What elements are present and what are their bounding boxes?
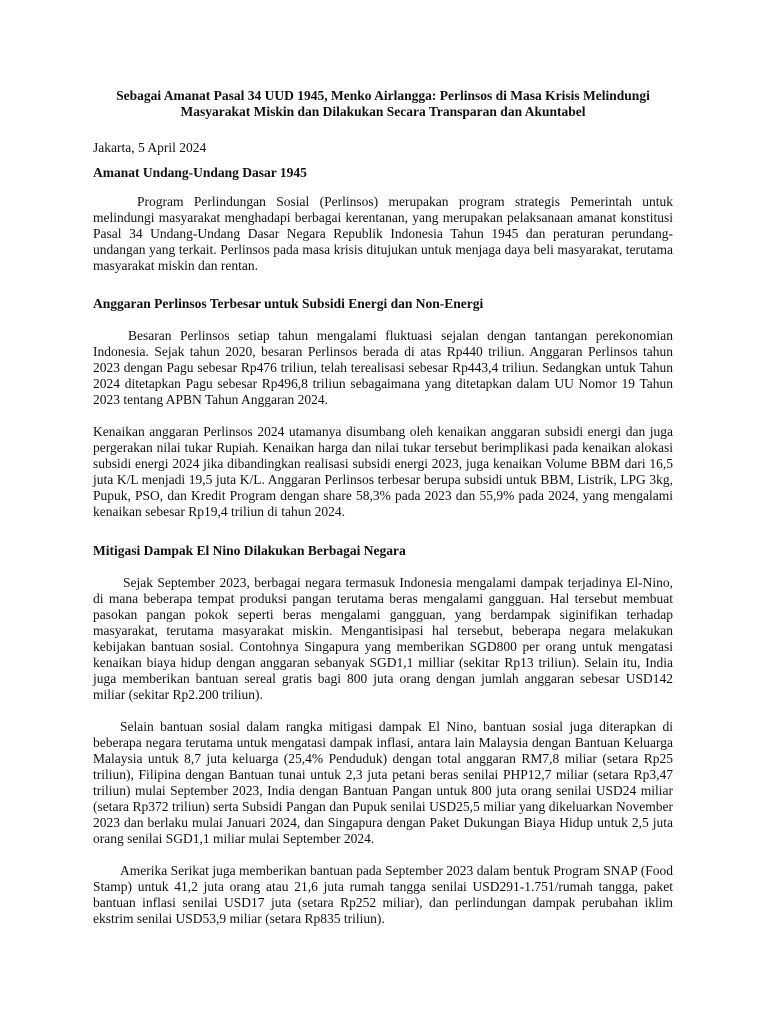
paragraph: Sejak September 2023, berbagai negara termasuk Indonesia mengalami dampak terjadinya El-Nino, di mana beberapa tempat produksi pangan terutama beras mengalami gangguan. Hal tersebut membuat pasokan pangan pokok seperti beras mengalami gangguan, yang berdampak siginifikan terhadap masyarakat, terutama masyarakat miskin. Mengantisipasi hal tersebut, beberapa negara melakukan kebijakan bantuan sosial. Contohnya Singapura yang memberikan SGD800 per orang untuk mengatasi kenaikan biaya hidup dengan anggaran sebanyak SGD1,1 milliar (sekitar Rp13 triliun). Selain itu, India juga memberikan bantuan sereal gratis bagi 800 juta orang dengan jumlah anggaran sebesar USD142 miliar (sekitar Rp2.200 triliun). — [93, 575, 673, 702]
dateline: Jakarta, 5 April 2024 — [93, 140, 207, 155]
document-body — [93, 88, 673, 927]
paragraph: Selain bantuan sosial dalam rangka mitigasi dampak El Nino, bantuan sosial juga diterapkan di beberapa negara terutama untuk mengatasi dampak inflasi, antara lain Malaysia dengan Bantuan Keluarga Malaysia untuk 8,7 juta keluarga (25,4% Penduduk) dengan total anggaran RM7,8 miliar (setara Rp25 triliun), Filipina dengan Bantuan tunai untuk 2,3 juta petani beras senilai PHP12,7 miliar (setara Rp3,47 triliun) mulai September 2023, India dengan Bantuan Pangan untuk 800 juta orang senilai USD24 miliar (setara Rp372 triliun) serta Subsidi Pangan dan Pupuk senilai USD25,5 miliar yang dikeluarkan November 2023 dan berlaku mulai Januari 2024, dan Singapura dengan Paket Dukungan Biaya Hidup untuk 2,5 juta orang senilai SGD1,1 miliar mulai September 2024. — [93, 719, 673, 846]
document-title: Sebagai Amanat Pasal 34 UUD 1945, Menko Airlangga: Perlinsos di Masa Krisis Melindungi Masyarakat Miskin dan Dilakukan Secara Transparan dan Akuntabel — [116, 88, 650, 119]
section-heading-amanat-uud: Amanat Undang-Undang Dasar 1945 — [93, 165, 307, 180]
paragraph: Kenaikan anggaran Perlinsos 2024 utamanya disumbang oleh kenaikan anggaran subsidi energi dan juga pergerakan nilai tukar Rupiah. Kenaikan harga dan nilai tukar tersebut berimplikasi pada kenaikan alokasi subsidi energi 2024 jika dibandingkan realisasi subsidi energi 2023, juga kenaikan Volume BBM dari 16,5 juta K/L menjadi 19,5 juta K/L. Anggaran Perlinsos terbesar berupa subsidi untuk BBM, Listrik, LPG 3kg, Pupuk, PSO, dan Kredit Program dengan share 58,3% pada 2023 dan 55,9% pada 2024, yang mengalami kenaikan sebesar Rp19,4 triliun di tahun 2024. — [93, 424, 673, 519]
section-heading-mitigasi-el-nino: Mitigasi Dampak El Nino Dilakukan Berbagai Negara — [93, 543, 406, 558]
paragraph: Besaran Perlinsos setiap tahun mengalami fluktuasi sejalan dengan tantangan perekonomian Indonesia. Sejak tahun 2020, besaran Perlinsos berada di atas Rp440 triliun. Anggaran Perlinsos tahun 2023 dengan Pagu sebesar Rp476 triliun, telah terealisasi sebesar Rp443,4 triliun. Sedangkan untuk Tahun 2024 ditetapkan Pagu sebesar Rp496,8 triliun sebagaimana yang ditetapkan dalam UU Nomor 19 Tahun 2023 tentang APBN Tahun Anggaran 2024. — [93, 328, 673, 407]
paragraph: Amerika Serikat juga memberikan bantuan pada September 2023 dalam bentuk Program SNAP (Food Stamp) untuk 41,2 juta orang atau 21,6 juta rumah tangga senilai USD291-1.751/rumah tangga, paket bantuan inflasi senilai USD17 juta (setara Rp252 miliar), dan perlindungan dampak perubahan iklim ekstrim senilai USD53,9 miliar (setara Rp835 triliun). — [93, 863, 673, 926]
section-heading-anggaran-perlinsos: Anggaran Perlinsos Terbesar untuk Subsidi Energi dan Non-Energi — [93, 296, 484, 311]
paragraph: Program Perlindungan Sosial (Perlinsos) merupakan program strategis Pemerintah untuk melindungi masyarakat menghadapi berbagai kerentanan, yang merupakan pelaksanaan amanat konstitusi Pasal 34 Undang-Undang Dasar Negara Republik Indonesia Tahun 1945 dan peraturan perundang-undangan yang terkait. Perlinsos pada masa krisis ditujukan untuk menjaga daya beli masyarakat, terutama masyarakat miskin dan rentan. — [93, 194, 673, 273]
